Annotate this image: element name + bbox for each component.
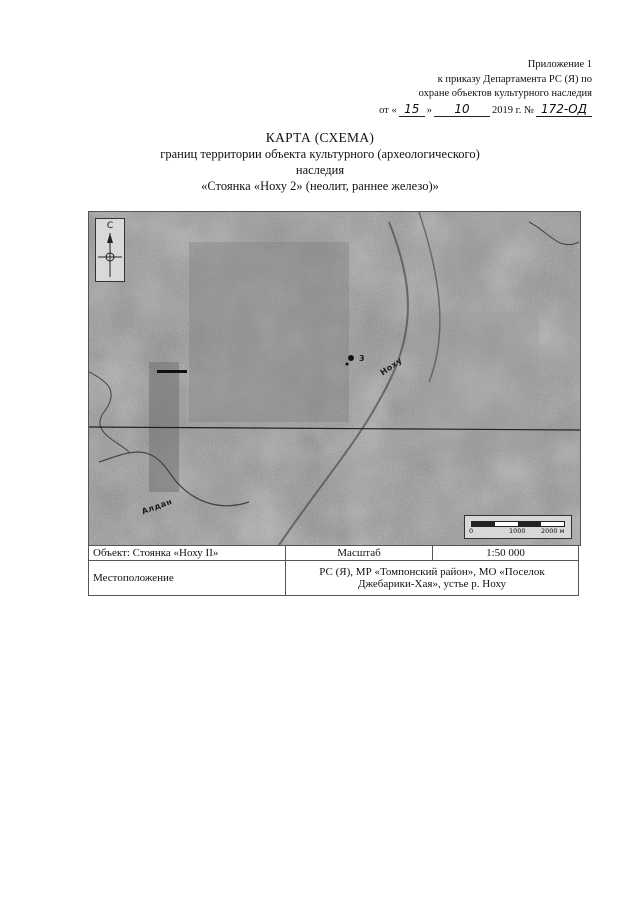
order-date-line: [332, 102, 592, 119]
map-image: [89, 212, 580, 545]
scale-label-2: 2000 м: [541, 527, 565, 535]
river-label-2: Алдан: [140, 496, 174, 517]
location-value-cell: РС (Я), МР «Томпонский район», МО «Поселок Джебарики-Хая», устье р. Ноху: [286, 561, 579, 596]
site-label: 3: [359, 354, 366, 363]
appendix-header: [332, 58, 592, 118]
order-number: 172-ОД: [536, 102, 592, 118]
scale-label-cell: Масштаб: [286, 546, 433, 561]
object-cell: Объект: Стоянка «Ноху II»: [89, 546, 286, 561]
compass-letter: С: [106, 221, 114, 231]
date-day: 15: [399, 102, 425, 118]
document-title: [0, 130, 640, 194]
order-line-1: к приказу Департамента РС (Я) по: [437, 73, 592, 85]
title-line-4: «Стоянка «Ноху 2» (неолит, раннее железо)»: [201, 179, 439, 193]
date-prefix: от «: [379, 104, 397, 116]
date-month: 10: [434, 102, 490, 118]
date-year: 2019 г. №: [491, 104, 534, 116]
appendix-number: Приложение 1: [527, 59, 592, 70]
scale-value-cell: 1:50 000: [433, 546, 579, 561]
river-label-1: Ноху: [378, 355, 404, 378]
order-line-2: охране объектов культурного наследия: [418, 88, 592, 99]
scale-label-1: 1000: [509, 527, 526, 535]
date-mid: »: [426, 104, 432, 116]
title-line-3: наследия: [295, 163, 345, 177]
object-info-table: [88, 545, 579, 596]
title-line-2: границ территории объекта культурного (археологического): [160, 147, 480, 161]
title-main: КАРТА (СХЕМА): [265, 130, 375, 145]
table-row: [89, 561, 579, 596]
location-label-cell: Местоположение: [89, 561, 286, 596]
scale-bar: [464, 515, 572, 539]
north-arrow: [95, 218, 125, 282]
scale-label-0: 0: [469, 527, 474, 535]
satellite-map: [88, 211, 581, 546]
table-row: [89, 546, 579, 561]
